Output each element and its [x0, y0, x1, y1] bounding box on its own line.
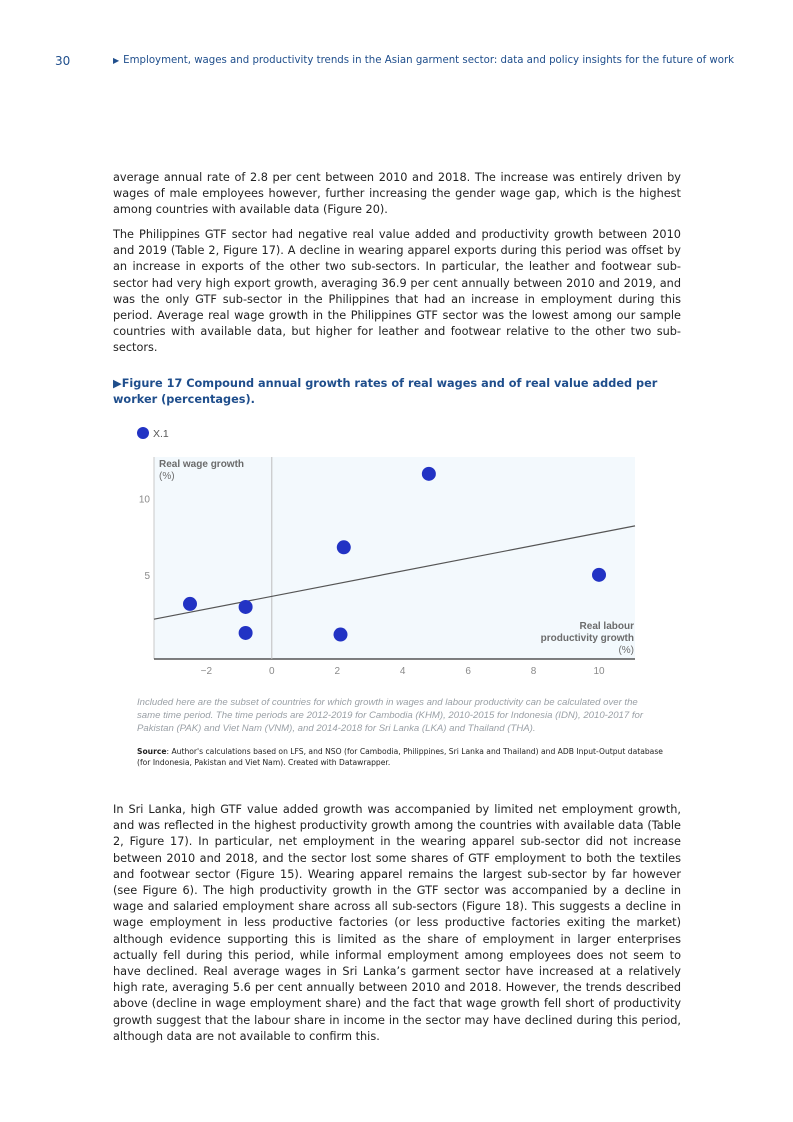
x-axis-label-line2: productivity growth	[540, 633, 634, 644]
y-axis-unit: (%)	[159, 471, 175, 482]
legend-dot	[137, 427, 149, 439]
paragraph-3	[113, 802, 681, 1045]
x-tick-label: 8	[530, 666, 537, 677]
data-point	[334, 628, 348, 642]
figure-source	[137, 746, 667, 768]
source-text: : Author's calculations based on LFS, and NSO (for Cambodia, Philippines, Sri Lanka and Thailand) and ADB Input-Output database (for Indonesia, Pakistan and Viet Nam). Created with Datawrapper.	[137, 747, 663, 767]
data-point	[422, 467, 436, 481]
y-tick-label: 10	[138, 494, 150, 506]
x-axis-unit: (%)	[618, 645, 634, 656]
running-header	[113, 55, 734, 66]
x-axis-label-line1: Real labour	[579, 621, 634, 632]
triangle-icon: ▶	[113, 56, 120, 65]
x-tick-label: 0	[269, 666, 275, 677]
y-tick-label: 5	[144, 570, 150, 582]
paragraph-1-text: average annual rate of 2.8 per cent between 2010 and 2018. The increase was entirely driven by wages of male employees however, further increasing the gender wage gap, which is the highest among countries with available data (Figure 20).	[113, 171, 681, 217]
paragraph-2-text: The Philippines GTF sector had negative real value added and productivity growth between 2010 and 2019 (Table 2, Figure 17). A decline in wearing apparel exports during this period was offset by an increase in exports of the other two sub-sectors. In particular, the leather and footwear sub-sector had very high export growth, averaging 36.9 per cent annually between 2010 and 2019, and was the only GTF sub-sector in the Philippines that had an increase in employment during this period. Average real wage growth in the Philippines GTF sector was the lowest among our sample countries with available data, but higher for leather and footwear relative to the other two sub-sectors.	[113, 228, 681, 355]
x-tick-label: 2	[334, 666, 341, 677]
x-tick-label: 6	[465, 666, 471, 677]
figure-title	[113, 376, 681, 407]
x-tick-label: 10	[593, 666, 605, 677]
data-point	[337, 540, 351, 554]
page-number: 30	[55, 54, 71, 68]
legend-label: X.1	[153, 428, 169, 440]
y-tick-labels	[139, 494, 151, 582]
source-label: Source	[137, 747, 167, 756]
paragraph-1	[113, 170, 681, 219]
x-tick-labels	[201, 666, 605, 677]
scatter-chart	[130, 420, 640, 680]
plot-area	[154, 457, 635, 659]
data-point	[239, 600, 253, 614]
figure-triangle-icon: ▶	[113, 377, 122, 390]
x-tick-label: −2	[200, 666, 213, 677]
chart-legend	[137, 427, 169, 440]
data-point	[592, 568, 606, 582]
paragraph-2	[113, 227, 681, 357]
running-title: Employment, wages and productivity trends in the Asian garment sector: data and policy insights for the future of work	[123, 55, 735, 66]
figure-title-text: Figure 17 Compound annual growth rates of real wages and of real value added per worker (percentages).	[113, 377, 658, 406]
y-axis-label: Real wage growth	[159, 459, 245, 470]
x-tick-label: 4	[399, 666, 406, 677]
paragraph-3-text: In Sri Lanka, high GTF value added growth was accompanied by limited net employment growth, and was reflected in the highest productivity growth among the countries with available data (Table 2, Figure 17). In particular, net employment in the wearing apparel sub-sector did not increase between 2010 and 2018, and the sector lost some shares of GTF employment to both the textiles and footwear sector (Figure 15). Wearing apparel remains the largest sub-sector by far however (see Figure 6). The high productivity growth in the GTF sector was accompanied by a decline in wage and salaried employment share across all sub-sectors (Figure 18). This suggests a decline in wage employment in less productive factories (or less productive factories exiting the market) although evidence supporting this is limited as the share of employment in larger enterprises actually fell during this period, while informal employment among employees does not seem to have declined. Real average wages in Sri Lanka’s garment sector have increased at a relatively high rate, averaging 5.6 per cent annually between 2010 and 2018. However, the trends described above (decline in wage employment share) and the fact that wage growth fell short of productivity growth suggest that the labour share in income in the sector may have declined during this period, although data are not available to confirm this.	[113, 803, 681, 1043]
data-point	[239, 626, 253, 640]
data-point	[183, 597, 197, 611]
figure-note: Included here are the subset of countries for which growth in wages and labour productivity can be calculated over the same time period. The time periods are 2012-2019 for Cambodia (KHM), 2010-2015 for Indonesia (IDN), 2010-2017 for Pakistan (PAK) and Viet Nam (VNM), and 2014-2018 for Sri Lanka (LKA) and Thailand (THA).	[137, 697, 644, 734]
